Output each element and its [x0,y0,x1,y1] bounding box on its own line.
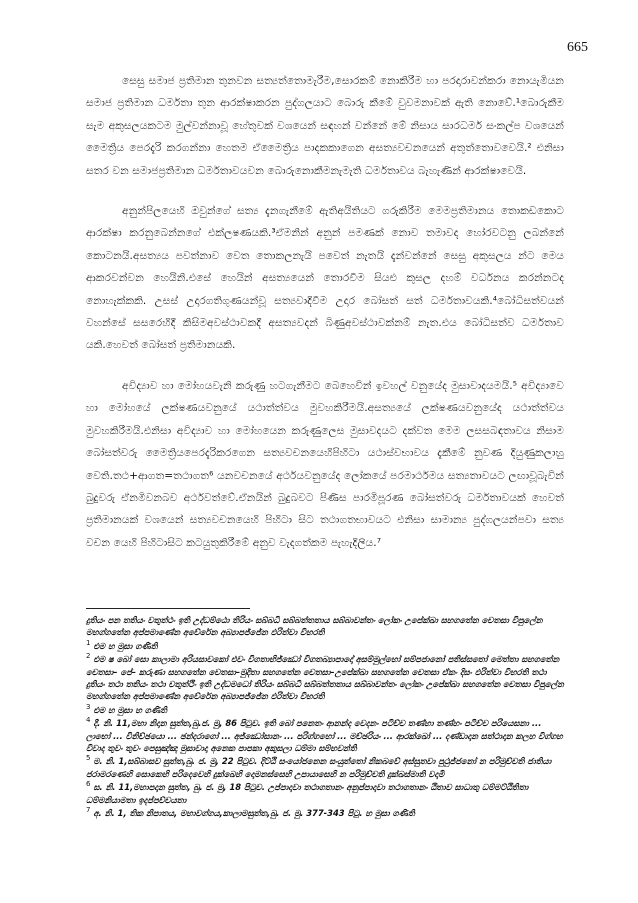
footnote-continuation: දුතියං පන තතියං වතුත්ථං ඉති උද්ධම්ඨො තිරියං සබ්බධි සබ්බත්තතාය සබ්බාවන්තං ලෝකං උපේක්ඛා සහගතේන චෙතසා විපුලේන මහග්ගතේන අප්පමාණේන අවේරේන අබ්‍යාපජ්ජේන ඵරිත්වා විහරති [86,615,543,638]
footnote-1 [86,640,564,652]
footnote-mark: 1 [86,639,91,648]
footnote-4 [86,717,564,754]
footnote-mark: 3 [86,703,91,712]
footnote-mark: 5 [86,754,91,763]
footnote-text: ම. නි. 1,සබ්බාසව සුත්ත,බු. ජ. මු, 22 පිටුව. දිට්ඨි සංයෝජනෙන සංයුත්තෝ නිකබවේ අස්සුතවා පුථුජ්ජනෝ න පරිමුච්චති ජාතියා ජරාමරණෙහි සොකෙහි පරිදෙවෙහි දුක්ඛෙහි දොමනස්සෙහි උපායාසෙහි න පරිමුච්චති දුක්ඛස්මාති වදාමි [86,756,552,779]
footnote-text: එම ෂ බෝ සො කාලාමා අරියසාවකෝ එවං විගතාභිජ්ඣෝ විගතබ්‍යාපාදෝ අසම්මුල්හෝ සම්පජානෝ පතිස්සතෝ මෙත්තා සහගතේන චෙතසා– පේ– කරුණා සහගතේන චෙතසා–මුදිතා සහගතේන චෙතසා–උපේක්ඛා සහගතේන චෙතසා ඒකං දිසං ඵරිත්වා විහරති තථා දුතියං තථා තතියං තථා චතුත්ථිං ඉති උද්ධමධෝ තිරියං සබ්බධි සබ්බත්තතාය සබ්බාවන්තං ලෝකං උපේක්ඛා සහගතේන චෙතසා විපුලේන මහග්ගතේන අප්පමාණේන අවේරේන අබ්‍යාපජ්ජේන ඵරිත්වා විහරති [86,654,564,702]
footnote-text: දී. නි. 11,මහා නිදාන සුත්ත,බු.ජ. මු, 86 පිටුව. ඉති බෝ පනෙතං ආනන්ද වෙදනං පටිච්ච තණ්හා තණ්හං පටිච්ච පරියෙසනා ... ලාභෝ ... විනිච්ඡයො ... ඡන්දරාගෝ ... අජ්ඣෝසානං ... පරිග්ගහෝ ... මච්ඡරියං ... ආරක්ඛෝ ... දණ්ඩාදාන සත්ථාදාන කලහ විග්ගහ විවාද තුවං තුවං පෙසුඤ්ඤ මුසාවාදා අනෙක පාපකා අකුසලා ධම්මා සම්භවන්ති [86,718,563,754]
footnote-5 [86,755,564,780]
body-paragraph-2: අනුන්පිලයෙහි ඔවුන්ගේ සත්‍ය දැනගැනීමේ ඇතිඅයිතියට ගරුකිරීම මෙමප්‍රතිමානය තොකඩකොට ආරක්ෂා කරනුබෙන්නගේ එක්ලෂණයකි.³ඒමනින් අනුන් පමණක් නොව තමාවද හෝරවටනු ලබන්නේ කොටනයි.අසත්‍යය පවත්නාව වෙත තොකලනැයි පවෙත් නැතයි දැන්වන්නේ සෙසු අකුසලය න්ට මෙය ආකරවන්වන හෙයිනි.එසේ හෙයින් අසත්‍යයෙන් තොරවීම සියළු කුසල දහම් වර්ධනය කරන්නටද නොහැක්කකි. උසස් උදාරගතිගුණයන්වූ සත්‍යවාදිවීම උදාර බෝසත් සත් ධර්මතාවයකි.⁴බෝධිසත්වයන් වහන්සේ සසරෙහිදී කිසිමඅවස්ථාවකදී අසත්‍යවදන් බිණුඅවස්ථාවක්නම් නැත.එය බෝධිසත්ව ධර්මතාව යකි.හෙවත් බෝසත් ප්‍රතිමානයකි. [86,205,564,352]
footnote-3 [86,704,564,716]
footnote-mark: 7 [86,806,91,815]
footnote-mark: 4 [86,716,91,725]
footnote-2 [86,653,564,703]
footnote-mark: 2 [86,652,91,661]
footnote-text: ස. නි. 11,මහාපදාන සුත්ත, බු. ජ. මු, 18 පිටුව. උප්පාදාවා තථාගතානං අනුප්පාදාවා තථාගතානං ඨිතාව සාධාතු ධම්මට්ඨිතිතා ධම්මනියාමතා ඉදප්පච්චයතා [86,782,529,805]
body-paragraph-1: සෙසු සමාජ ප්‍රතිමාන තුනවන සත්‍යත්තොමැරීම,සොරකම් නොකිරීම හා පරදාරාවන්කරා නොයැමියන සමාජ ප්‍රතිමාන ධර්මතා තුන ආරක්ෂාකරන පුද්ගලයාට බොරු කීමේ වුවමනාවක් ඇති නොවේ.¹බොරුකීම සැම අකුසලයකටම මුල්වන්නාවූ හේතුවක් වශයෙන් සඳහන් වන්නේ මේ නිසාය සාරධර්ම සංකල්ප වශයෙන් මෛත්‍රිය පෙරදැරි කරගන්නා හෙතම ඒමෛත්‍රිය පාදකකාගෙන අසත්‍යවචනයෙන් අතුත්තොවවෙයි.² එනිසා සතර වන සමාජප්‍රතිමාන ධර්මතාවයවන බොරුනොකීමනැමැති ධර්මතාවය බැහැණින් ආරක්ෂාවෙයි. [86,75,564,177]
body-paragraph-3: අවිද්‍යාව හා මෝහයවැනි කරුණු හටගැනීමට බෙහෙවින් ඉවහල් වනුයේද මුසාවාදයමයි.⁵ අවිද්‍යාවෙ හා මෝහයේ ලක්ෂණයවනුයේ යථාත්ත්වය මුවහකිරීමයි.අසත්‍යයේ ලක්ෂණයවනුයේද යථාත්ත්වය මුවහකිරීමයි.එනිසා අවිද්‍යාව හා මෝහයෙන කරුණුලෙස මුසාවදයට දක්වත මෙම ලසසබඳතාවය නිසාම බෝසත්වරු මෛත්‍රියපෙරදැරිකරගෙන සත්‍යවචනයෙහිපිහිටා යථාස්වභාවය දැකීමේ නුවණ දියුණුකලාහු වෙති.තථ+ආගත=තථාගත⁶ යනවචනයේ අර්ථයවනුයේද ලෝකයේ පරමාර්ථමය සත්‍යතාවයට ලඟාවූබැවින් බුදුවරු ඒනමිවනබව අර්ථවත්වේ.ඒනයින් බුදුබවට පිණිස පාරමිපූරණ බෝසත්වරු ධර්මතාවයක් හෙවත් ප්‍රතිමානයක් වශයෙන් සත්‍යවචනයෙහි පිහිටා සිට තථාගතභාවයට එනිසා සාමාන්‍ය පුද්ගලයන්පවා සත්‍ය වචන යෙහි පිහිටාසිට කටයුතුකිරීමේ අනුව වැදගත්කම පැහැදිලිය.⁷ [86,379,564,549]
page-number: 665 [567,40,588,55]
footnote-text: අ. නි. 1, තික නිපාතය, මහාවග්ගය,කාලාමසුත්ත,බු. ජ. මු. 377-343 පිටු. හ මුසා ගණිති [93,808,415,819]
footnote-6 [86,781,564,806]
footnote-7 [86,807,564,819]
footnote-text: එම හ මුසා හ ගණිති [93,704,167,715]
body-text [86,70,564,572]
footnote-mark: 6 [86,780,91,789]
footnotes [86,614,564,821]
footnote-divider [86,608,250,609]
footnote-text: එම හ මුසා ගණිති [93,640,158,651]
